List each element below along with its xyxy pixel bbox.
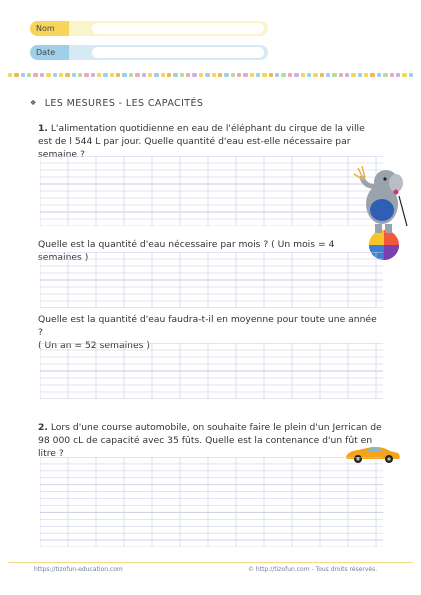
color-dot <box>409 73 413 77</box>
question-text: Quelle est la quantité d'eau nécessaire par mois ? ( Un mois = 4 semaines ) <box>38 239 335 263</box>
color-dot <box>345 73 349 77</box>
color-dot <box>281 73 285 77</box>
color-dots-divider <box>8 73 413 77</box>
color-dot <box>332 73 336 77</box>
color-dot <box>199 73 203 77</box>
date-input[interactable] <box>92 47 264 58</box>
color-dot <box>237 73 241 77</box>
color-dot <box>167 73 171 77</box>
color-dot <box>97 73 101 77</box>
color-dot <box>21 73 25 77</box>
color-dot <box>358 73 362 77</box>
color-dot <box>256 73 260 77</box>
color-dot <box>370 73 374 77</box>
answer-grid-2[interactable] <box>40 252 383 308</box>
color-dot <box>383 73 387 77</box>
color-dot <box>351 73 355 77</box>
color-dot <box>72 73 76 77</box>
color-dot <box>84 73 88 77</box>
color-dot <box>205 73 209 77</box>
color-dot <box>218 73 222 77</box>
color-dot <box>46 73 50 77</box>
color-dot <box>8 73 12 77</box>
color-dot <box>396 73 400 77</box>
answer-grid-3[interactable] <box>40 343 383 399</box>
page-title <box>30 98 203 109</box>
color-dot <box>78 73 82 77</box>
color-dot <box>148 73 152 77</box>
color-dot <box>307 73 311 77</box>
color-dot <box>288 73 292 77</box>
nom-label: Nom <box>30 21 69 36</box>
color-dot <box>212 73 216 77</box>
color-dot <box>91 73 95 77</box>
color-dot <box>65 73 69 77</box>
color-dot <box>173 73 177 77</box>
color-dot <box>27 73 31 77</box>
color-dot <box>116 73 120 77</box>
color-dot <box>275 73 279 77</box>
color-dot <box>129 73 133 77</box>
question-text: L'alimentation quotidienne en eau de l'éléphant du cirque de la ville est de l 544 L par jour. Quelle quantité d'eau est-elle nécessaire par semaine ? <box>38 123 365 160</box>
color-dot <box>301 73 305 77</box>
color-dot <box>33 73 37 77</box>
color-dot <box>59 73 63 77</box>
color-dot <box>250 73 254 77</box>
color-dot <box>110 73 114 77</box>
color-dot <box>320 73 324 77</box>
date-label: Date <box>30 45 69 60</box>
color-dot <box>294 73 298 77</box>
nom-field[interactable] <box>30 21 268 36</box>
title-bullet: ❖ <box>30 99 37 107</box>
date-field[interactable] <box>30 45 268 60</box>
color-dot <box>224 73 228 77</box>
footer-left-link[interactable]: https://tizofun-education.com <box>34 566 123 573</box>
question-text: Lors d'une course automobile, on souhaite faire le plein d'un Jerrican de 98 000 cL de capacité avec 35 fûts. Quelle est la contenance d'un fût en litre ? <box>38 422 382 459</box>
answer-grid-4[interactable] <box>40 457 383 547</box>
footer-divider <box>8 562 413 563</box>
color-dot <box>390 73 394 77</box>
color-dot <box>243 73 247 77</box>
color-dot <box>135 73 139 77</box>
color-dot <box>14 73 18 77</box>
color-dot <box>122 73 126 77</box>
nom-input[interactable] <box>92 23 264 34</box>
color-dot <box>142 73 146 77</box>
color-dot <box>161 73 165 77</box>
question-note: ( Un an = 52 semaines ) <box>38 340 150 351</box>
color-dot <box>231 73 235 77</box>
color-dot <box>377 73 381 77</box>
color-dot <box>262 73 266 77</box>
color-dot <box>53 73 57 77</box>
title-text: LES MESURES - LES CAPACITÉS <box>44 98 204 109</box>
color-dot <box>186 73 190 77</box>
question-number: 1. <box>38 123 48 134</box>
color-dot <box>40 73 44 77</box>
question-2 <box>38 421 383 460</box>
answer-grid-1[interactable] <box>40 156 383 226</box>
question-text: Quelle est la quantité d'eau faudra-t-il en moyenne pour toute une année ? <box>38 314 377 338</box>
question-number: 2. <box>38 422 48 433</box>
color-dot <box>154 73 158 77</box>
color-dot <box>180 73 184 77</box>
color-dot <box>326 73 330 77</box>
color-dot <box>339 73 343 77</box>
color-dot <box>402 73 406 77</box>
color-dot <box>103 73 107 77</box>
color-dot <box>364 73 368 77</box>
color-dot <box>313 73 317 77</box>
color-dot <box>269 73 273 77</box>
footer-copyright-link[interactable]: © http://tizofun.com - Tous droits réservés. <box>248 566 378 573</box>
color-dot <box>192 73 196 77</box>
